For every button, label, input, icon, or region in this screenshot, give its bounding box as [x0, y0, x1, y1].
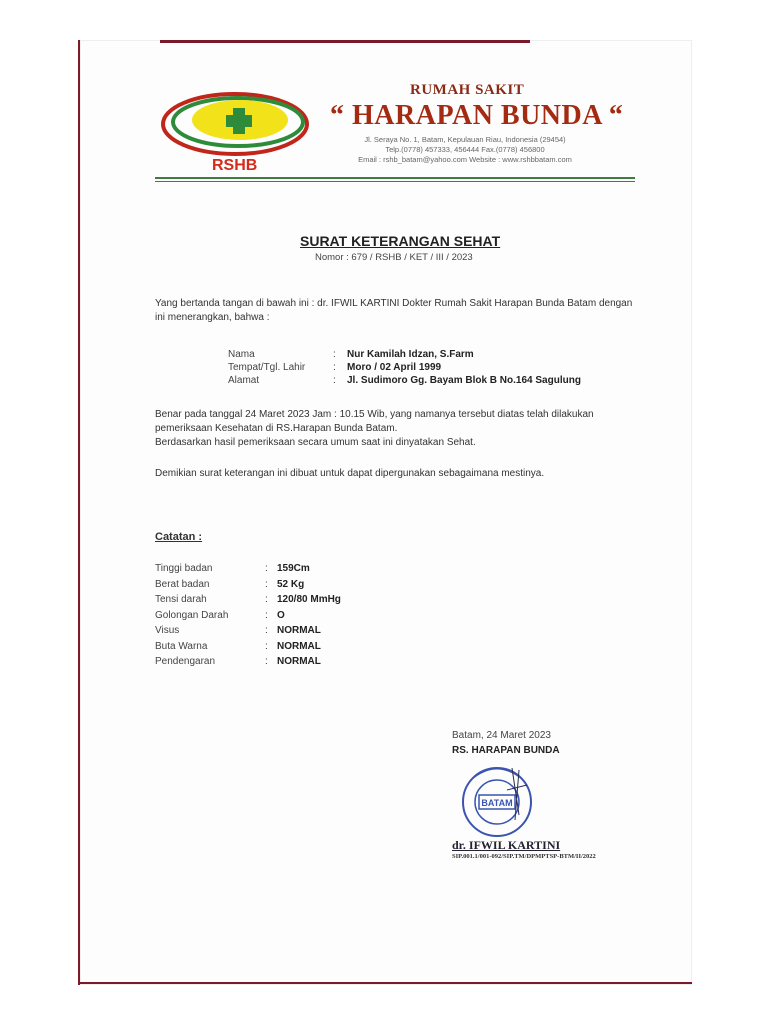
address-line: Telp.(0778) 457333, 456444 Fax.(0778) 456800	[385, 145, 545, 154]
notes-heading: Catatan :	[155, 531, 203, 543]
statement-exam: Benar pada tanggal 24 Maret 2023 Jam : 10.15 Wib, yang namanya tersebut diatas telah dilakukan pemeriksaan Kesehatan di RS.Harapan Bunda Batam.	[155, 409, 594, 434]
hospital-logo	[160, 82, 315, 177]
identity-label: Alamat	[228, 375, 260, 386]
header-divider	[155, 177, 635, 179]
address-line: Email : rshb_batam@yahoo.com Website : www.rshbbatam.com	[358, 155, 572, 164]
statement-paragraph	[155, 408, 650, 450]
note-label: Berat badan	[155, 578, 210, 590]
note-label: Golongan Darah	[155, 609, 229, 621]
note-label: Tinggi badan	[155, 563, 213, 574]
identity-row: Nama : Nur Kamilah Idzan, S.Farm	[228, 349, 474, 360]
identity-row: Alamat : Jl. Sudimoro Gg. Bayam Blok B No.164 Sagulung	[228, 375, 581, 386]
hospital-address	[330, 135, 600, 165]
note-label: Visus	[155, 625, 180, 636]
bottom-border	[80, 982, 692, 984]
identity-label: Tempat/Tgl. Lahir	[228, 362, 306, 373]
note-row: Berat badan : 52 Kg	[155, 577, 341, 593]
note-value: NORMAL	[277, 656, 321, 667]
document-number: Nomor : 679 / RSHB / KET / III / 2023	[315, 252, 473, 263]
identity-row: Tempat/Tgl. Lahir : Moro / 02 April 1999	[228, 362, 442, 373]
note-value: 159Cm	[277, 563, 310, 574]
note-value: NORMAL	[277, 640, 321, 652]
svg-text:BATAM: BATAM	[481, 798, 513, 808]
signatory-name: dr. IFWIL KARTINI	[452, 838, 561, 852]
identity-value: Moro / 02 April 1999	[347, 362, 442, 373]
identity-value: Nur Kamilah Idzan, S.Farm	[347, 349, 474, 360]
top-border	[160, 40, 530, 43]
identity-label: Nama	[228, 349, 255, 360]
hospital-stamp	[457, 760, 537, 840]
statement-result: Berdasarkan hasil pemeriksaan secara umum saat ini dinyatakan Sehat.	[155, 437, 476, 448]
note-value: O	[277, 609, 285, 621]
closing-paragraph: Demikian surat keterangan ini dibuat untuk dapat dipergunakan sebagaimana mestinya.	[155, 468, 545, 479]
note-label: Buta Warna	[155, 640, 208, 652]
notes-list	[155, 561, 341, 670]
patient-identity	[228, 348, 581, 387]
hospital-name: “ HARAPAN BUNDA “	[330, 100, 624, 131]
note-row: Visus : NORMAL	[155, 623, 341, 639]
note-row: Pendengaran : NORMAL	[155, 654, 341, 670]
note-row: Tinggi badan : 159Cm	[155, 561, 341, 577]
hospital-type: RUMAH SAKIT	[410, 82, 525, 98]
note-label: Tensi darah	[155, 594, 207, 605]
identity-value: Jl. Sudimoro Gg. Bayam Blok B No.164 Sagulung	[347, 375, 581, 386]
note-value: NORMAL	[277, 625, 321, 636]
note-value: 52 Kg	[277, 578, 305, 590]
address-line: Jl. Seraya No. 1, Batam, Kepulauan Riau, Indonesia (29454)	[364, 135, 566, 144]
note-label: Pendengaran	[155, 656, 216, 667]
signature-place-date: Batam, 24 Maret 2023	[452, 730, 551, 741]
document-title: SURAT KETERANGAN SEHAT	[300, 233, 501, 249]
logo-text: RSHB	[212, 157, 258, 174]
signatory-license: SIP.001.1/001-092/SIP.TM/DPMPTSP-BTM/II/2022	[452, 853, 596, 860]
note-value: 120/80 MmHg	[277, 594, 341, 605]
intro-paragraph: Yang bertanda tangan di bawah ini : dr. IFWIL KARTINI Dokter Rumah Sakit Harapan Bunda Batam dengan ini menerangkan, bahwa :	[155, 298, 633, 323]
note-row: Buta Warna : NORMAL	[155, 639, 341, 655]
note-row: Tensi darah : 120/80 MmHg	[155, 592, 341, 608]
signature-organization: RS. HARAPAN BUNDA	[452, 745, 560, 756]
header-divider-thin	[155, 181, 635, 182]
note-row: Golongan Darah : O	[155, 608, 341, 624]
